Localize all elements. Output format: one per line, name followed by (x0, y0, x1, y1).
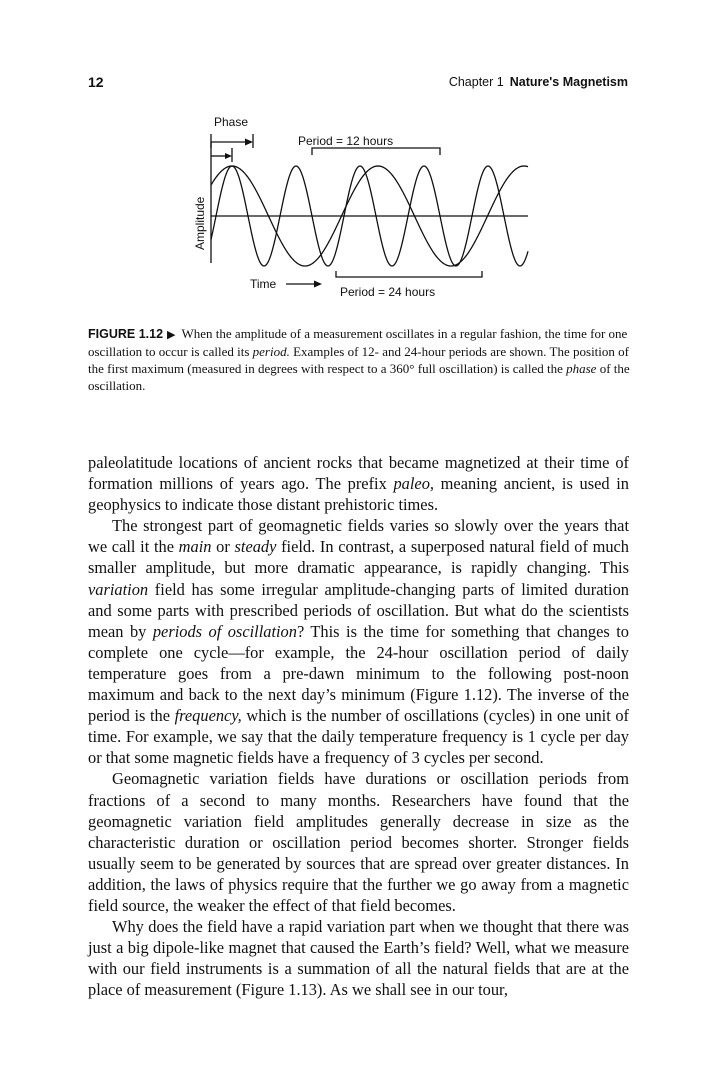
caption-emph-period: period. (252, 344, 290, 359)
figure-label: FIGURE 1.12 (88, 327, 164, 341)
paragraph-1: paleolatitude locations of ancient rocks that became magnetized at their time of formation millions of years ago. The prefix paleo, meaning ancient, is used in geophysics to indicate those distant prehistoric times. (88, 453, 630, 515)
paragraph-4: Why does the field have a rapid variation part when we thought that there was just a big dipole-like magnet that caused the Earth’s field? Well, what we measure with our field instruments is a summation of all the natural fields that are at the place of measurement (Figure 1.13). As we shall see in our tour, (88, 917, 629, 1000)
figure-caption (88, 325, 633, 394)
figure-1-12 (170, 112, 550, 312)
page-number: 12 (88, 74, 104, 90)
oscillation-diagram (170, 112, 550, 312)
phase-arrowhead (245, 139, 253, 146)
paragraph-3: Geomagnetic variation fields have durations or oscillation periods from fractions of a second to many months. Researchers have found that the geomagnetic variation field amplitudes generally decrease in size as the characteristic duration or oscillation period becomes shorter. Stronger fields usually seem to be generated by sources that are spread over greater distances. In addition, the laws of physics require that the further we go away from a magnetic field source, the weaker the effect of that field becomes. (88, 769, 629, 915)
caption-emph-phase: phase (566, 361, 597, 376)
body-text (88, 452, 629, 1000)
caption-text-3: of the oscillation. (88, 361, 630, 393)
phase-inner-arrowhead (225, 153, 232, 159)
caption-arrow-icon: ▶ (167, 328, 176, 341)
period-12-bracket (312, 148, 440, 155)
caption-text-1: When the amplitude of a measurement oscillates in a regular fashion, the time for one oscillation to occur is called its (88, 326, 628, 359)
time-label: Time (250, 277, 277, 291)
amplitude-label: Amplitude (193, 196, 207, 250)
time-arrowhead (314, 281, 322, 288)
period-24-bracket (336, 271, 482, 277)
running-head (449, 75, 628, 89)
paragraph-2: The strongest part of geomagnetic fields varies so slowly over the years that we call it the main or steady field. In contrast, a superposed natural field of much smaller amplitude, but more dramatic appearance, is rapidly changing. This variation field has some irregular amplitude-changing parts of limited duration and some parts with prescribed periods of oscillation. But what do the scientists mean by periods of oscillation? This is the time for something that changes to complete one cycle—for example, the 24-hour oscillation period of daily temperature goes from a pre-dawn minimum to the following post-noon maximum and back to the next day’s minimum (Figure 1.12). The inverse of the period is the frequency, which is the number of oscillations (cycles) in one unit of time. For example, we say that the daily temperature frequency is 1 cycle per day or that some magnetic fields have a frequency of 3 cycles per second. (88, 516, 630, 768)
chapter-title: Nature's Magnetism (509, 75, 628, 89)
period-12-label: Period = 12 hours (298, 134, 394, 148)
chapter-number: Chapter 1 (448, 75, 504, 89)
phase-label: Phase (214, 115, 249, 129)
period-24-label: Period = 24 hours (340, 285, 436, 299)
caption-text-2: Examples of 12- and 24-hour periods are shown. The position of the first maximum (measured in degrees with respect to a 360° full oscillation) is called the (88, 344, 629, 376)
